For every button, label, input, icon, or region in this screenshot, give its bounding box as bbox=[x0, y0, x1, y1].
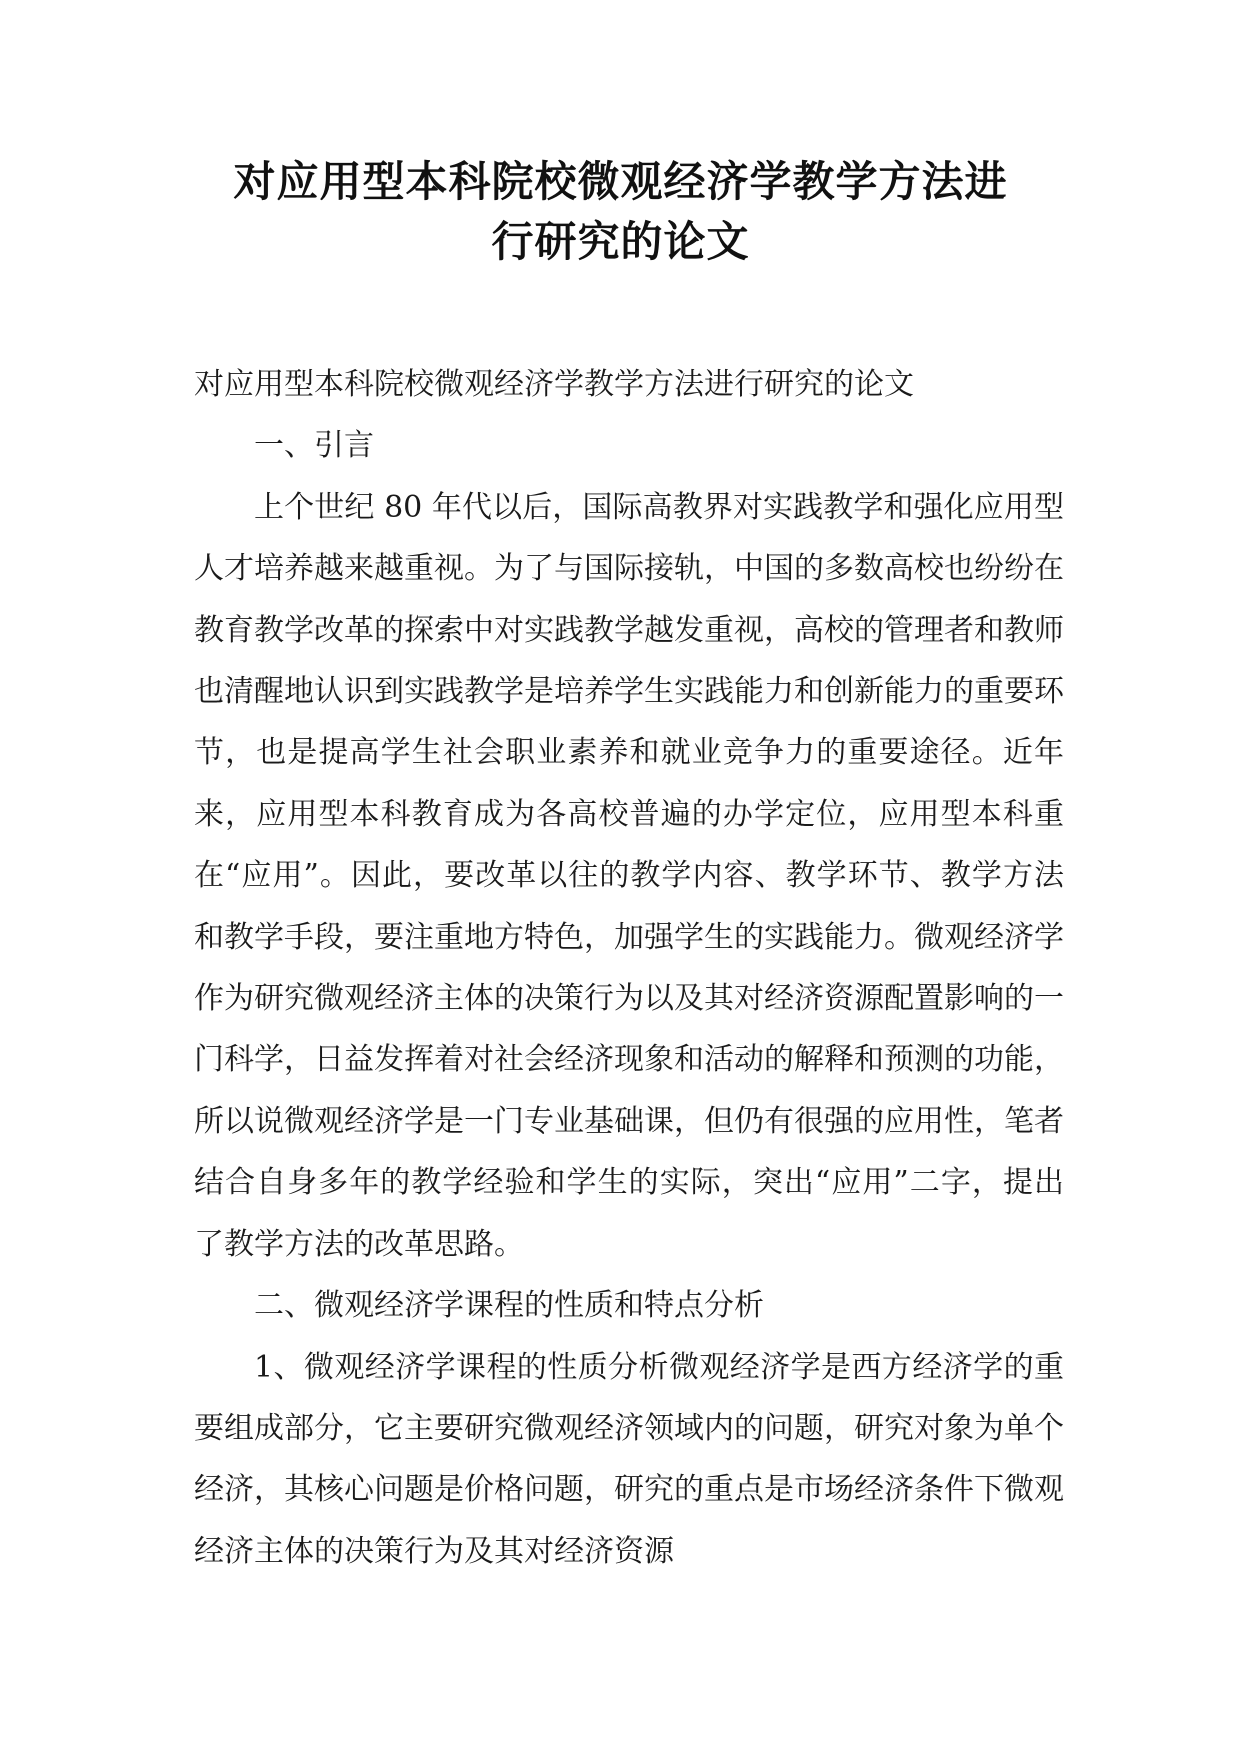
title-line-2: 行研究的论文 bbox=[491, 217, 750, 266]
paragraph-course-nature: 1、微观经济学课程的性质分析微观经济学是西方经济学的重要组成部分，它主要研究微观经济领域内的问题，研究对象为单个经济，其核心问题是价格问题，研究的重点是市场经济条件下微观经济主体的决策行为及其对经济资源 bbox=[194, 1349, 1064, 1569]
paragraph-subtitle: 对应用型本科院校微观经济学教学方法进行研究的论文 bbox=[194, 367, 914, 402]
section-heading-course-nature: 二、微观经济学课程的性质和特点分析 bbox=[254, 1288, 764, 1324]
paragraph-introduction: 上个世纪 80 年代以后，国际高教界对实践教学和强化应用型人才培养越来越重视。为了与国际接轨，中国的多数高校也纷纷在教育教学改革的探索中对实践教学越发重视，高校的管理者和教师也清醒地认识到实践教学是培养学生实践能力和创新能力的重要环节，也是提高学生社会职业素养和就业竞争力的重要途径。近年来，应用型本科教育成为各高校普遍的办学定位，应用型本科重在“应用”。因此，要改革以往的教学内容、教学环节、教学方法和教学手段，要注重地方特色，加强学生的实践能力。微观经济学作为研究微观经济主体的决策行为以及其对经济资源配置影响的一门科学，日益发挥着对社会经济现象和活动的解释和预测的功能，所以说微观经济学是一门专业基础课，但仍有很强的应用性，笔者结合自身多年的教学经验和学生的实际，突出“应用”二字，提出了教学方法的改革思路。 bbox=[194, 489, 1064, 1262]
document-title bbox=[150, 152, 1091, 272]
section-heading-introduction: 一、引言 bbox=[254, 428, 374, 464]
title-line-1: 对应用型本科院校微观经济学教学方法进 bbox=[233, 157, 1008, 206]
document-body bbox=[194, 354, 1064, 1582]
